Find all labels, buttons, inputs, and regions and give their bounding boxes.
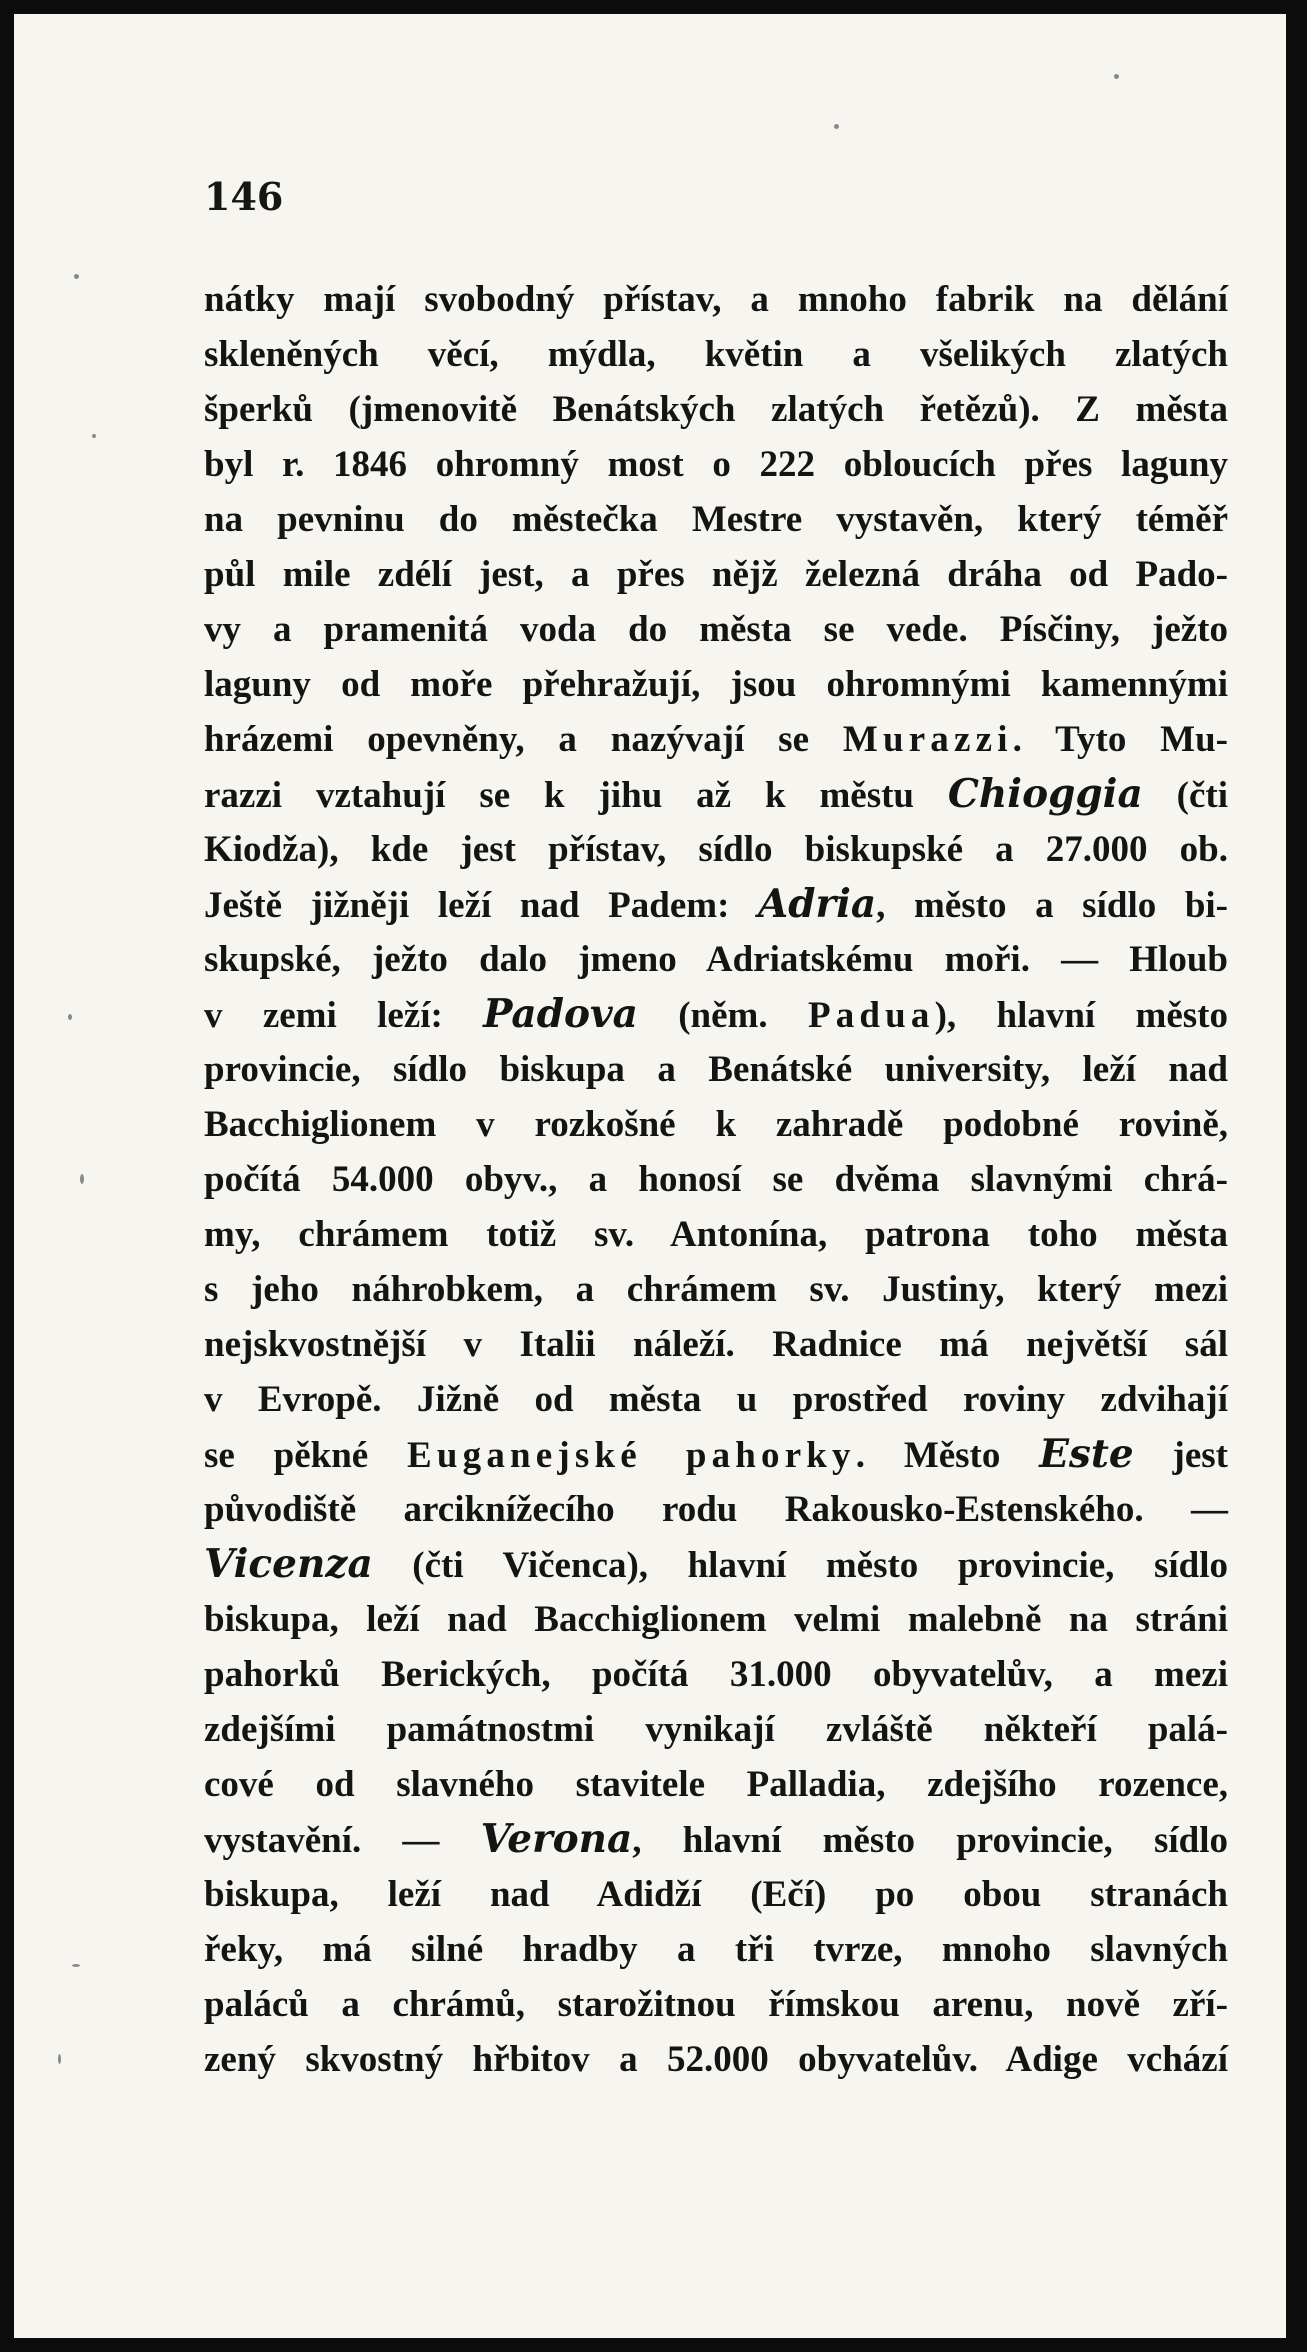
text-line bbox=[204, 1812, 1228, 1867]
page-number: 146 bbox=[204, 174, 284, 219]
text-line bbox=[204, 547, 1228, 602]
text-line bbox=[204, 1097, 1228, 1152]
text-run: skupské, ježto dalo jmeno Adriatskému moři. — Hloub bbox=[204, 939, 1228, 980]
text-run: vy a pramenitá voda do města se vede. Písčiny, ježto bbox=[204, 609, 1228, 650]
text-run: na pevninu do městečka Mestre vystavěn, který téměř bbox=[204, 499, 1228, 540]
text-run: my, chrámem totiž sv. Antonína, patrona toho města bbox=[204, 1214, 1228, 1255]
text-run: řeky, má silné hradby a tři tvrze, mnoho slavných bbox=[204, 1929, 1228, 1970]
text-line bbox=[204, 382, 1228, 437]
text-run: (čti bbox=[1142, 775, 1228, 816]
book-page bbox=[14, 14, 1286, 2338]
text-run: šperků (jmenovitě Benátských zlatých řetězů). Z města bbox=[204, 389, 1228, 430]
text-line bbox=[204, 1647, 1228, 1702]
text-run: , hlavní město provincie, sídlo bbox=[632, 1820, 1228, 1861]
text-run: , město a sídlo bi- bbox=[876, 885, 1228, 926]
text-line bbox=[204, 1867, 1228, 1922]
text-run: biskupa, leží nad Bacchiglionem velmi malebně na stráni bbox=[204, 1599, 1228, 1640]
place-name: Verona bbox=[480, 1816, 633, 1862]
text-run: zený skvostný hřbitov a 52.000 obyvatelův. Adige vchází bbox=[204, 2039, 1228, 2080]
text-line bbox=[204, 1427, 1228, 1482]
text-run: (něm. bbox=[637, 995, 808, 1036]
text-run: paláců a chrámů, starožitnou římskou arenu, nově zří- bbox=[204, 1984, 1228, 2025]
spaced-term: Murazzi bbox=[842, 719, 1013, 760]
text-run: jest bbox=[1133, 1435, 1229, 1476]
text-line bbox=[204, 327, 1228, 382]
text-line bbox=[204, 1757, 1228, 1812]
text-line bbox=[204, 2032, 1228, 2087]
text-run: nátky mají svobodný přístav, a mnoho fabrik na dělání bbox=[204, 279, 1228, 320]
spaced-term: Padua bbox=[807, 995, 935, 1036]
text-run: v zemi leží: bbox=[204, 995, 484, 1036]
text-run: Kiodža), kde jest přístav, sídlo biskupské a 27.000 ob. bbox=[204, 829, 1228, 870]
place-name: Vicenza bbox=[204, 1541, 373, 1587]
place-name: Padova bbox=[483, 991, 638, 1037]
text-run: . Město bbox=[855, 1435, 1040, 1476]
text-line bbox=[204, 1262, 1228, 1317]
text-run: . Tyto Mu- bbox=[1012, 719, 1228, 760]
text-run: biskupa, leží nad Adidží (Ečí) po obou stranách bbox=[204, 1874, 1228, 1915]
text-run: skleněných věcí, mýdla, květin a všelikých zlatých bbox=[204, 334, 1228, 375]
text-run: hrázemi opevněny, a nazývají se bbox=[204, 719, 843, 760]
text-line bbox=[204, 1152, 1228, 1207]
text-line bbox=[204, 767, 1228, 822]
text-run: zdejšími památnostmi vynikají zvláště někteří palá- bbox=[204, 1709, 1228, 1750]
text-run: Bacchiglionem v rozkošné k zahradě podobné rovině, bbox=[204, 1104, 1228, 1145]
spaced-term: Euganejské pahorky bbox=[407, 1435, 856, 1476]
text-line bbox=[204, 932, 1228, 987]
text-line bbox=[204, 877, 1228, 932]
text-line bbox=[204, 1042, 1228, 1097]
body-text bbox=[204, 272, 1228, 2087]
text-line bbox=[204, 1702, 1228, 1757]
text-line bbox=[204, 602, 1228, 657]
place-name: Adria bbox=[758, 881, 877, 927]
text-run: Ještě jižněji leží nad Padem: bbox=[204, 885, 758, 926]
text-run: (čti Vičenca), hlavní město provincie, sídlo bbox=[372, 1545, 1228, 1586]
text-line bbox=[204, 1592, 1228, 1647]
text-line bbox=[204, 1372, 1228, 1427]
paper-speck bbox=[834, 124, 839, 129]
place-name: Chioggia bbox=[947, 771, 1143, 817]
text-run: ), hlavní město bbox=[934, 995, 1228, 1036]
text-run: v Evropě. Jižně od města u prostřed roviny zdvihají bbox=[204, 1379, 1228, 1420]
text-run: počítá 54.000 obyv., a honosí se dvěma slavnými chrá- bbox=[204, 1159, 1228, 1200]
text-line bbox=[204, 1207, 1228, 1262]
text-line bbox=[204, 1317, 1228, 1372]
text-run: razzi vztahují se k jihu až k městu bbox=[204, 775, 948, 816]
paper-speck bbox=[74, 274, 79, 279]
text-run: provincie, sídlo biskupa a Benátské university, leží nad bbox=[204, 1049, 1228, 1090]
text-run: pahorků Berických, počítá 31.000 obyvatelův, a mezi bbox=[204, 1654, 1228, 1695]
text-run: byl r. 1846 ohromný most o 222 obloucích přes laguny bbox=[204, 444, 1228, 485]
paper-speck bbox=[58, 2054, 61, 2064]
text-line bbox=[204, 1977, 1228, 2032]
text-line bbox=[204, 657, 1228, 712]
text-run: s jeho náhrobkem, a chrámem sv. Justiny, který mezi bbox=[204, 1269, 1228, 1310]
paper-speck bbox=[68, 1014, 72, 1020]
paper-speck bbox=[1114, 74, 1119, 79]
place-name: Este bbox=[1039, 1431, 1134, 1477]
paper-speck bbox=[72, 1964, 80, 1967]
text-line bbox=[204, 272, 1228, 327]
text-line bbox=[204, 822, 1228, 877]
text-line bbox=[204, 1482, 1228, 1537]
text-line bbox=[204, 437, 1228, 492]
text-run: nejskvostnější v Italii náleží. Radnice má největší sál bbox=[204, 1324, 1228, 1365]
text-run: původiště arciknížecího rodu Rakousko-Estenského. — bbox=[204, 1489, 1228, 1530]
text-run: vystavění. — bbox=[204, 1820, 481, 1861]
text-line bbox=[204, 492, 1228, 547]
text-run: cové od slavného stavitele Palladia, zdejšího rozence, bbox=[204, 1764, 1228, 1805]
text-run: laguny od moře přehražují, jsou ohromnými kamennými bbox=[204, 664, 1228, 705]
text-run: půl mile zdélí jest, a přes nějž železná dráha od Pado- bbox=[204, 554, 1228, 595]
paper-speck bbox=[80, 1174, 84, 1184]
text-line bbox=[204, 987, 1228, 1042]
text-line bbox=[204, 712, 1228, 767]
paper-speck bbox=[92, 434, 96, 438]
text-line bbox=[204, 1922, 1228, 1977]
text-line bbox=[204, 1537, 1228, 1592]
text-run: se pěkné bbox=[204, 1435, 408, 1476]
